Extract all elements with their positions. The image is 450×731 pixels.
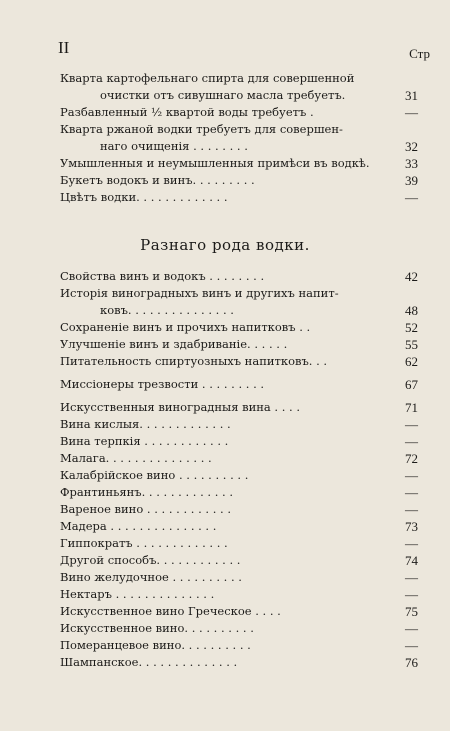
toc-entry [60, 654, 418, 671]
toc-entry-page: 33 [405, 156, 418, 171]
toc-entry-page: — [405, 638, 418, 653]
toc-entry-title-continued: очистки отъ сивушнаго масла требуетъ. [100, 88, 346, 102]
toc-entry-page: 31 [405, 88, 418, 103]
toc-entry-title: Калабрійское вино . . . . . . . . . . [60, 468, 249, 482]
toc-entry-page: 42 [405, 269, 418, 284]
toc-entry [60, 637, 418, 654]
toc-entry-page: 55 [405, 337, 418, 352]
toc-entry-title: Умышленныя и неумышленныя примѣси въ водкѣ. [60, 156, 370, 170]
toc-entry [60, 121, 418, 155]
toc-entry-page: — [405, 190, 418, 205]
toc-entry-title: Искусственное вино. . . . . . . . . . [60, 621, 254, 635]
toc-entry [60, 155, 418, 172]
toc-entry [60, 285, 418, 319]
toc-entry-page: — [405, 502, 418, 517]
toc-entry-page: 75 [405, 604, 418, 619]
toc-entry [60, 172, 418, 189]
toc-entry-page: — [405, 468, 418, 483]
toc-entry-title: Гиппократъ . . . . . . . . . . . . . [60, 536, 228, 550]
toc-entry-page: 76 [405, 655, 418, 670]
toc-entry-page: 67 [405, 377, 418, 392]
toc-entry-title-continued: наго очищенія . . . . . . . . [100, 139, 248, 153]
toc-entry-title: Вина терпкія . . . . . . . . . . . . [60, 434, 229, 448]
toc-entry-title: Шампанское. . . . . . . . . . . . . . [60, 655, 238, 669]
toc-entry [60, 501, 418, 518]
toc-entry [60, 353, 418, 370]
toc-entry-page: 32 [405, 139, 418, 154]
toc-entry [60, 552, 418, 569]
toc-entry [60, 416, 418, 433]
toc-entry [60, 336, 418, 353]
toc-entry-title-continued: ковъ. . . . . . . . . . . . . . . [100, 303, 234, 317]
toc-entry-page: 74 [405, 553, 418, 568]
toc-entry-title: Франтиньянъ. . . . . . . . . . . . . [60, 485, 234, 499]
toc-entry-title: Померанцевое вино. . . . . . . . . . [60, 638, 251, 652]
toc-entry [60, 319, 418, 336]
toc-entry [60, 433, 418, 450]
toc-entry-title: Исторія виноградныхъ винъ и другихъ напит- [60, 286, 339, 300]
toc-entry-title: Искусственныя виноградныя вина . . . . [60, 400, 301, 414]
toc-entry-title: Кварта ржаной водки требуетъ для совершен- [60, 122, 343, 136]
toc-entry [60, 189, 418, 206]
toc-entry-title: Улучшеніе винъ и здабриваніе. . . . . . [60, 337, 288, 351]
toc-entry [60, 603, 418, 620]
toc-entry-page: 62 [405, 354, 418, 369]
toc-entry-title: Малага. . . . . . . . . . . . . . . [60, 451, 212, 465]
toc-entry-title: Нектаръ . . . . . . . . . . . . . . [60, 587, 215, 601]
toc-entry-page: 71 [405, 400, 418, 415]
toc-entry [60, 484, 418, 501]
toc-entry [60, 467, 418, 484]
toc-entry-title: Кварта картофельнаго спирта для совершенной [60, 71, 355, 85]
toc-entry-page: — [405, 621, 418, 636]
toc-entry-title: Искусственное вино Греческое . . . . [60, 604, 281, 618]
toc-entry [60, 569, 418, 586]
toc-entry [60, 104, 418, 121]
toc-entry [60, 535, 418, 552]
toc-entry-page: — [405, 105, 418, 120]
toc-entry-page: — [405, 536, 418, 551]
toc-entry-title: Миссіонеры трезвости . . . . . . . . . [60, 377, 265, 391]
section-title: Разнаго рода водки. [140, 236, 310, 254]
toc-entry-page: 73 [405, 519, 418, 534]
toc-entry-page: 39 [405, 173, 418, 188]
toc-entry-page: — [405, 434, 418, 449]
toc-entry [60, 518, 418, 535]
toc-entry-page: — [405, 417, 418, 432]
toc-entry-page: 48 [405, 303, 418, 318]
toc-entry-title: Букетъ водокъ и винъ. . . . . . . . . [60, 173, 255, 187]
toc-entry-title: Разбавленный ½ квартой воды требуетъ . [60, 105, 314, 119]
toc-entry-title: Мадера . . . . . . . . . . . . . . . [60, 519, 217, 533]
toc-entry-page: — [405, 587, 418, 602]
toc-entry [60, 586, 418, 603]
toc-entry [60, 70, 418, 104]
toc-entry-title: Вина кислыя. . . . . . . . . . . . . [60, 417, 231, 431]
toc-entry-title: Другой способъ. . . . . . . . . . . . [60, 553, 241, 567]
toc-entry-page: 52 [405, 320, 418, 335]
toc-top-block [60, 70, 418, 206]
toc-entry [60, 376, 418, 393]
toc-entry-title: Свойства винъ и водокъ . . . . . . . . [60, 269, 265, 283]
page-column-header: Стр [409, 46, 430, 61]
toc-entry-title: Питательность спиртуозныхъ напитковъ. . . [60, 354, 328, 368]
toc-entry-title: Вареное вино . . . . . . . . . . . . [60, 502, 231, 516]
toc-entry-title: Сохраненіе винъ и прочихъ напитковъ . . [60, 320, 311, 334]
toc-entry [60, 450, 418, 467]
toc-entry-page: — [405, 570, 418, 585]
toc-entry [60, 268, 418, 285]
toc-entry [60, 399, 418, 416]
toc-section-block [60, 268, 418, 671]
toc-entry [60, 620, 418, 637]
toc-entry-page: — [405, 485, 418, 500]
toc-entry-title: Вино желудочное . . . . . . . . . . [60, 570, 242, 584]
toc-entry-title: Цвѣтъ водки. . . . . . . . . . . . . [60, 190, 228, 204]
page-number: II [58, 38, 70, 57]
toc-entry-page: 72 [405, 451, 418, 466]
